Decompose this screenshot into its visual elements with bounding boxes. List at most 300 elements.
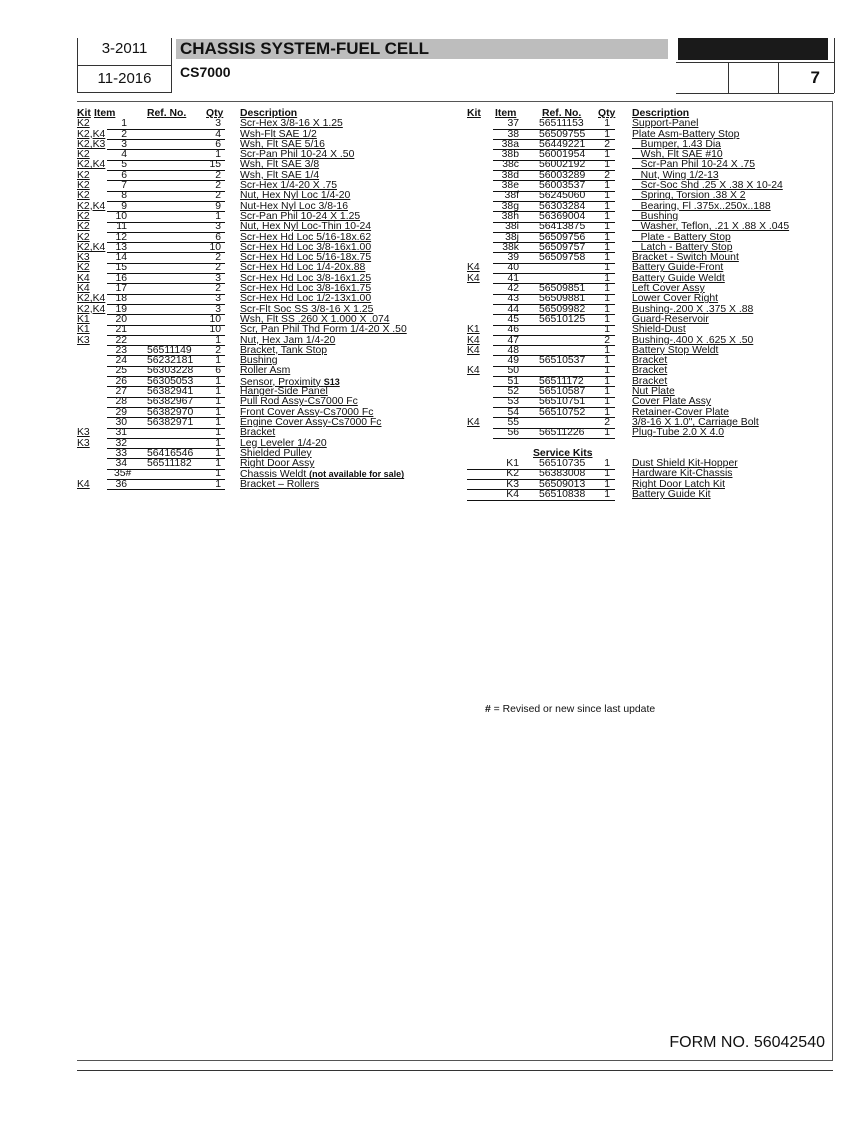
ref-cell: 56002192 xyxy=(539,159,586,171)
description-text: Latch - Battery Stop xyxy=(632,241,733,253)
qty-cell: 4 xyxy=(215,128,221,140)
qty-cell: 10 xyxy=(209,324,221,336)
kit-cell: K1 xyxy=(467,324,480,336)
qty-cell: 1 xyxy=(604,386,610,398)
service-kits-heading: Service Kits xyxy=(533,447,593,459)
ref-cell: 56003289 xyxy=(539,169,586,181)
qty-cell: 1 xyxy=(604,159,610,171)
qty-cell: 1 xyxy=(604,427,610,439)
item-cell: 38g xyxy=(501,200,519,212)
ref-cell: 56003537 xyxy=(539,180,586,192)
ref-cell: 56511182 xyxy=(147,458,192,470)
description-text: Nut-Hex Nyl Loc 3/8-16 xyxy=(240,200,348,212)
qty-cell: 1 xyxy=(604,303,610,315)
frame-line-bottom xyxy=(77,1060,833,1061)
kit-cell: K4 xyxy=(467,365,480,377)
item-cell: 14 xyxy=(115,252,127,264)
description-text: Nut, Wing 1/2-13 xyxy=(632,169,719,181)
item-cell: 41 xyxy=(507,272,519,284)
item-cell: 32 xyxy=(115,437,127,449)
description-text: Shield-Dust xyxy=(632,324,686,336)
description-text: Scr-Hex Hd Loc 3/8-16x1.75 xyxy=(240,283,372,295)
kit-cell: K3 xyxy=(77,252,90,264)
description-text: Spring, Torsion .38 X 2 xyxy=(632,190,746,202)
qty-cell: 1 xyxy=(604,283,610,295)
item-cell: 1 xyxy=(121,118,127,130)
item-cell: 5 xyxy=(121,159,127,171)
ref-cell: 56509851 xyxy=(539,283,586,295)
description-text: Pull Rod Assy-Cs7000 Fc xyxy=(240,396,358,408)
description-text: Bracket, Tank Stop xyxy=(240,344,328,356)
qty-cell: 1 xyxy=(215,427,221,439)
kit-cell: K4 xyxy=(506,488,519,500)
item-cell: 22 xyxy=(115,334,127,346)
description-text: Scr-Hex Hd Loc 1/2-13x1.00 xyxy=(240,293,372,305)
qty-cell: 9 xyxy=(215,200,221,212)
ref-cell: 56510537 xyxy=(539,355,586,367)
kit-cell: K3 xyxy=(77,437,90,449)
item-cell: 24 xyxy=(115,355,127,367)
qty-cell: 1 xyxy=(604,231,610,243)
description-text: Bracket xyxy=(632,365,668,377)
ref-cell: 56416546 xyxy=(147,447,194,459)
kit-cell: K4 xyxy=(467,262,480,274)
item-cell: 54 xyxy=(507,406,519,418)
description-text: Scr-Hex Hd Loc 5/16-18x.62 xyxy=(240,231,372,243)
ref-cell: 56509757 xyxy=(539,241,586,253)
qty-cell: 1 xyxy=(604,293,610,305)
item-cell: 38a xyxy=(501,138,519,150)
qty-cell: 1 xyxy=(215,149,221,161)
col-kit-header: Kit xyxy=(467,108,481,119)
description-text: Bracket - Switch Mount xyxy=(632,252,739,264)
item-cell: 27 xyxy=(115,386,127,398)
item-cell: 8 xyxy=(121,190,127,202)
frame-line-top xyxy=(77,101,833,102)
description-text: Cover Plate Assy xyxy=(632,396,712,408)
description-text: Bracket xyxy=(240,427,276,439)
description-text: Support-Panel xyxy=(632,118,699,130)
qty-cell: 3 xyxy=(215,293,221,305)
col-desc-header: Description xyxy=(632,108,690,119)
item-cell: 2 xyxy=(121,128,127,140)
row-underline xyxy=(467,500,615,501)
item-cell: 50 xyxy=(507,365,519,377)
description-text: Scr-Hex Hd Loc 3/8-16x1.25 xyxy=(240,272,372,284)
qty-cell: 2 xyxy=(215,252,221,264)
col-item-header: Item xyxy=(495,108,517,119)
qty-cell: 1 xyxy=(604,252,610,264)
ref-cell: 56369004 xyxy=(539,210,586,222)
col-ref-header: Ref. No. xyxy=(542,108,582,119)
kit-cell: K2,K3 xyxy=(77,138,106,150)
description-text: Scr-Hex 3/8-16 X 1.25 xyxy=(240,118,343,130)
kit-cell: K2 xyxy=(77,262,90,274)
description-text: Roller Asm xyxy=(240,365,291,377)
item-cell: 38c xyxy=(502,159,519,171)
description-bold: (not available for sale) xyxy=(309,469,405,480)
ref-cell: 56382967 xyxy=(147,396,194,408)
qty-cell: 2 xyxy=(604,169,610,181)
item-cell: 48 xyxy=(507,344,519,356)
left-rows xyxy=(77,119,417,490)
item-cell: 40 xyxy=(507,262,519,274)
ref-cell: 56510125 xyxy=(539,313,586,325)
part-row xyxy=(467,428,807,438)
qty-cell: 3 xyxy=(215,272,221,284)
description-text: Scr-Pan Phil 10-24 X .50 xyxy=(240,149,355,161)
kit-cell: K2,K4 xyxy=(77,241,106,253)
description-text: Leg Leveler 1/4-20 xyxy=(240,437,327,449)
item-cell: 9 xyxy=(121,200,127,212)
part-row xyxy=(77,366,417,376)
ref-cell: 56509881 xyxy=(539,293,586,305)
item-cell: 39 xyxy=(507,252,519,264)
description-cell: Battery Guide Kit xyxy=(632,488,711,500)
ref-cell: 56511172 xyxy=(539,375,584,387)
item-cell: 21 xyxy=(115,324,127,336)
description-text: Front Cover Assy-Cs7000 Fc xyxy=(240,406,374,418)
item-cell: 35# xyxy=(114,468,132,480)
item-cell: 29 xyxy=(115,406,127,418)
kit-cell: K1 xyxy=(77,324,90,336)
description-text: Wsh, Flt SAE #10 xyxy=(632,149,723,161)
kit-cell: K1 xyxy=(77,313,90,325)
qty-cell: 2 xyxy=(215,169,221,181)
ref-cell: 56510735 xyxy=(539,458,586,470)
qty-cell: 1 xyxy=(604,396,610,408)
description-text: Scr-Soc Shd .25 X .38 X 10-24 xyxy=(632,180,783,192)
item-cell: 38h xyxy=(501,210,519,222)
qty-cell: 1 xyxy=(604,128,610,140)
qty-cell: 15 xyxy=(209,159,221,171)
description-text: Retainer-Cover Plate xyxy=(632,406,730,418)
ref-cell: 56509013 xyxy=(539,478,586,490)
page-number: 7 xyxy=(810,68,820,87)
item-cell: 30 xyxy=(115,416,127,428)
qty-cell: 1 xyxy=(604,458,610,470)
ref-cell: 56510587 xyxy=(539,386,586,398)
ref-cell: 56509756 xyxy=(539,231,586,243)
item-cell: 38j xyxy=(505,231,519,243)
qty-cell: 1 xyxy=(215,437,221,449)
qty-cell: 1 xyxy=(215,416,221,428)
item-cell: 6 xyxy=(121,169,127,181)
description-text: Guard-Reservoir xyxy=(632,313,709,325)
kit-cell: K4 xyxy=(77,272,90,284)
qty-cell: 1 xyxy=(604,406,610,418)
kit-cell: K4 xyxy=(77,283,90,295)
qty-cell: 3 xyxy=(215,303,221,315)
qty-cell: 1 xyxy=(604,344,610,356)
description-text: Scr-Pan Phil 10-24 X 1.25 xyxy=(240,210,361,222)
qty-cell: 2 xyxy=(604,416,610,428)
item-cell: 38b xyxy=(501,149,519,161)
item-cell: 7 xyxy=(121,180,127,192)
qty-cell: 6 xyxy=(215,365,221,377)
ref-cell: 56511149 xyxy=(147,344,192,356)
item-cell: 4 xyxy=(121,149,127,161)
item-cell: 12 xyxy=(115,231,127,243)
item-cell: 37 xyxy=(507,118,519,130)
qty-cell: 1 xyxy=(604,200,610,212)
qty-cell: 1 xyxy=(604,180,610,192)
kit-cell: K3 xyxy=(77,427,90,439)
qty-cell: 1 xyxy=(215,386,221,398)
description-text: Plate - Battery Stop xyxy=(632,231,731,243)
kit-cell: K4 xyxy=(467,344,480,356)
kit-cell: K4 xyxy=(77,478,90,490)
description-text: Battery Guide Weldt xyxy=(632,272,725,284)
item-cell: 52 xyxy=(507,386,519,398)
item-cell: 42 xyxy=(507,283,519,295)
qty-cell: 1 xyxy=(215,210,221,222)
qty-cell: 1 xyxy=(604,241,610,253)
kit-cell: K2 xyxy=(77,180,90,192)
qty-cell: 1 xyxy=(604,488,610,500)
description-text: Bushing xyxy=(632,210,679,222)
kit-cell: K2 xyxy=(506,468,519,480)
col-kit-header: Kit xyxy=(77,108,91,119)
item-cell: 11 xyxy=(116,221,127,233)
qty-cell: 6 xyxy=(215,138,221,150)
description-text: Right Door Assy xyxy=(240,458,315,470)
description-cell xyxy=(240,366,290,376)
qty-cell: 1 xyxy=(215,447,221,459)
ref-cell: 56449221 xyxy=(539,138,586,150)
description-text: Scr-Hex Hd Loc 1/4-20x.88 xyxy=(240,262,366,274)
qty-cell: 1 xyxy=(604,478,610,490)
description-text: Scr-Hex Hd Loc 5/16-18x.75 xyxy=(240,252,372,264)
col-ref-header: Ref. No. xyxy=(147,108,187,119)
item-cell: 17 xyxy=(115,283,127,295)
qty-cell: 1 xyxy=(215,396,221,408)
item-cell: 44 xyxy=(507,303,519,315)
item-cell: 46 xyxy=(507,324,519,336)
description-text: Scr-Flt Soc SS 3/8-16 X 1.25 xyxy=(240,303,374,315)
description-cell xyxy=(240,459,315,469)
description-text: Nut Plate xyxy=(632,386,675,398)
item-cell: 38 xyxy=(507,128,519,140)
frame-line-bottom-outer xyxy=(77,1070,833,1071)
ref-cell: 56510751 xyxy=(539,396,586,408)
item-cell: 10 xyxy=(115,210,127,222)
item-cell: 28 xyxy=(115,396,127,408)
qty-cell: 1 xyxy=(604,210,610,222)
ref-cell: 56383008 xyxy=(539,468,586,480)
description-text: Bracket – Rollers xyxy=(240,478,320,490)
qty-cell: 2 xyxy=(215,344,221,356)
qty-cell: 1 xyxy=(215,406,221,418)
ref-cell: 56413875 xyxy=(539,221,586,233)
qty-cell: 10 xyxy=(209,241,221,253)
col-item-header: Item xyxy=(94,108,116,119)
ref-cell: 56305053 xyxy=(147,375,194,387)
description-text: Scr-Hex 1/4-20 X .75 xyxy=(240,180,338,192)
qty-cell: 1 xyxy=(215,468,221,480)
qty-cell: 2 xyxy=(215,283,221,295)
item-cell: 36 xyxy=(115,478,127,490)
description-cell xyxy=(632,428,724,438)
description-cell: Hardware Kit-Chassis xyxy=(632,468,733,480)
qty-cell: 2 xyxy=(215,180,221,192)
qty-cell: 1 xyxy=(215,478,221,490)
kit-cell: K2 xyxy=(77,221,90,233)
item-cell: 13 xyxy=(115,241,127,253)
kit-cell: K4 xyxy=(467,416,480,428)
qty-cell: 2 xyxy=(215,262,221,274)
qty-cell: 1 xyxy=(604,190,610,202)
item-cell: 38i xyxy=(505,221,519,233)
ref-cell: 56303228 xyxy=(147,365,194,377)
description-text: Bumper, 1.43 Dia xyxy=(632,138,721,150)
description-text: Engine Cover Assy-Cs7000 Fc xyxy=(240,416,382,428)
qty-cell: 1 xyxy=(604,468,610,480)
description-text: Wsh, Flt SAE 3/8 xyxy=(240,159,320,171)
item-cell: 55 xyxy=(507,416,519,428)
section-title: CHASSIS SYSTEM-FUEL CELL xyxy=(176,39,668,59)
description-text: Plate Asm-Battery Stop xyxy=(632,128,740,140)
kit-cell: K2,K4 xyxy=(77,159,106,171)
description-text: Plug-Tube 2.0 X 4.0 xyxy=(632,427,725,439)
item-cell: 53 xyxy=(507,396,519,408)
kit-cell: K2,K4 xyxy=(77,303,106,315)
item-cell: 3 xyxy=(121,138,127,150)
item-cell: 45 xyxy=(507,313,519,325)
description-text: Bracket xyxy=(632,355,668,367)
revision-note xyxy=(485,704,655,715)
ref-cell: 56303284 xyxy=(539,200,586,212)
original-date: 3-2011 xyxy=(101,40,148,57)
item-cell: 16 xyxy=(115,272,127,284)
description-text: Nut, Hex Nyl Loc-Thin 10-24 xyxy=(240,221,372,233)
item-cell: 38k xyxy=(502,241,519,253)
item-cell: 38e xyxy=(501,180,519,192)
parts-table-left xyxy=(77,109,417,490)
item-cell: 31 xyxy=(115,427,127,439)
ref-cell: 56245060 xyxy=(539,190,586,202)
kit-cell: K4 xyxy=(467,334,480,346)
ref-cell: 56001954 xyxy=(539,149,586,161)
qty-cell: 1 xyxy=(604,375,610,387)
item-cell: 23 xyxy=(115,344,127,356)
ref-cell: 56509982 xyxy=(539,303,586,315)
description-cell xyxy=(240,480,319,490)
item-cell: 56 xyxy=(507,427,519,439)
ref-cell: 56382970 xyxy=(147,406,194,418)
qty-cell: 2 xyxy=(604,334,610,346)
description-text: Left Cover Assy xyxy=(632,283,705,295)
note-symbol: # xyxy=(485,704,491,715)
qty-cell: 1 xyxy=(215,458,221,470)
qty-cell: 1 xyxy=(604,313,610,325)
description-text: Scr-Pan Phil 10-24 X .75 xyxy=(632,159,756,171)
description-text: Wsh, Flt SS .260 X 1.000 X .074 xyxy=(240,313,390,325)
description-text: Scr-Hex Hd Loc 3/8-16x1.00 xyxy=(240,241,372,253)
item-cell: 38f xyxy=(504,190,519,202)
description-text: Shielded Pulley xyxy=(240,447,312,459)
qty-cell: 1 xyxy=(604,262,610,274)
ref-cell: 56511226 xyxy=(539,427,585,439)
description-text: Nut, Hex Jam 1/4-20 xyxy=(240,334,336,346)
ref-cell: 56382971 xyxy=(147,416,194,428)
kit-cell: K2 xyxy=(77,118,90,130)
header-divider xyxy=(171,38,172,93)
kit-cell: K2 xyxy=(77,149,90,161)
kit-cell: K2 xyxy=(77,210,90,222)
ref-cell: 56382941 xyxy=(147,386,194,398)
description-text: Hanger-Side Panel xyxy=(240,386,328,398)
ref-cell: 56232181 xyxy=(147,355,194,367)
col-desc-header: Description xyxy=(240,108,298,119)
kit-cell: K3 xyxy=(506,478,519,490)
qty-cell: 2 xyxy=(604,138,610,150)
service-kit-rows xyxy=(467,459,807,500)
item-cell: 34 xyxy=(115,458,127,470)
description-text: Bushing xyxy=(240,355,278,367)
description-cell: Dust Shield Kit-Hopper xyxy=(632,458,738,470)
ref-cell: 56511153 xyxy=(539,118,584,130)
description-text: Bushing-.200 X .375 X .88 xyxy=(632,303,754,315)
ref-cell: 56510838 xyxy=(539,488,586,500)
item-cell: 33 xyxy=(115,447,127,459)
description-text: Chassis Weldt xyxy=(240,469,307,481)
item-cell: 38d xyxy=(501,169,519,181)
kit-cell: K2,K4 xyxy=(77,128,106,140)
qty-cell: 1 xyxy=(604,272,610,284)
qty-cell: 1 xyxy=(604,149,610,161)
qty-cell: 2 xyxy=(215,190,221,202)
description-text: Wsh-Flt SAE 1/2 xyxy=(240,128,317,140)
qty-cell: 6 xyxy=(215,231,221,243)
service-kit-row xyxy=(467,490,807,500)
item-cell: 26 xyxy=(115,375,127,387)
row-underline xyxy=(107,489,225,490)
description-text: Battery Stop Weldt xyxy=(632,344,719,356)
kit-cell: K1 xyxy=(506,458,519,470)
col-qty-header: Qty xyxy=(598,108,616,119)
description-text: Sensor, Proximity xyxy=(240,376,321,388)
qty-cell: 1 xyxy=(604,221,610,233)
kit-cell: K2 xyxy=(77,169,90,181)
qty-cell: 3 xyxy=(215,118,221,130)
description-bold: S13 xyxy=(323,376,340,387)
description-text: Wsh, Flt SAE 5/16 xyxy=(240,138,325,150)
qty-cell: 1 xyxy=(215,375,221,387)
description-text: Bearing, Fl .375x..250x..188 xyxy=(632,200,771,212)
item-cell: 47 xyxy=(507,334,519,346)
qty-cell: 1 xyxy=(604,118,610,130)
qty-cell: 10 xyxy=(209,313,221,325)
kit-cell: K2,K4 xyxy=(77,200,106,212)
model-name: CS7000 xyxy=(180,64,231,80)
description-text: Washer, Teflon, .21 X .88 X .045 xyxy=(632,221,790,233)
description-text: 3/8-16 X 1.0", Carriage Bolt xyxy=(632,416,759,428)
item-cell: 49 xyxy=(507,355,519,367)
description-cell: Right Door Latch Kit xyxy=(632,478,725,490)
kit-cell: K4 xyxy=(467,272,480,284)
form-number: FORM NO. 56042540 xyxy=(669,1034,825,1051)
part-row xyxy=(77,480,417,490)
item-cell: 15 xyxy=(115,262,127,274)
description-text: Nut, Hex Nyl Loc 1/4-20 xyxy=(240,190,351,202)
ref-cell: 56509758 xyxy=(539,252,586,264)
qty-cell: 1 xyxy=(604,355,610,367)
qty-cell: 3 xyxy=(215,221,221,233)
item-cell: 19 xyxy=(115,303,127,315)
ref-cell: 56509755 xyxy=(539,128,586,140)
item-cell: 18 xyxy=(115,293,127,305)
